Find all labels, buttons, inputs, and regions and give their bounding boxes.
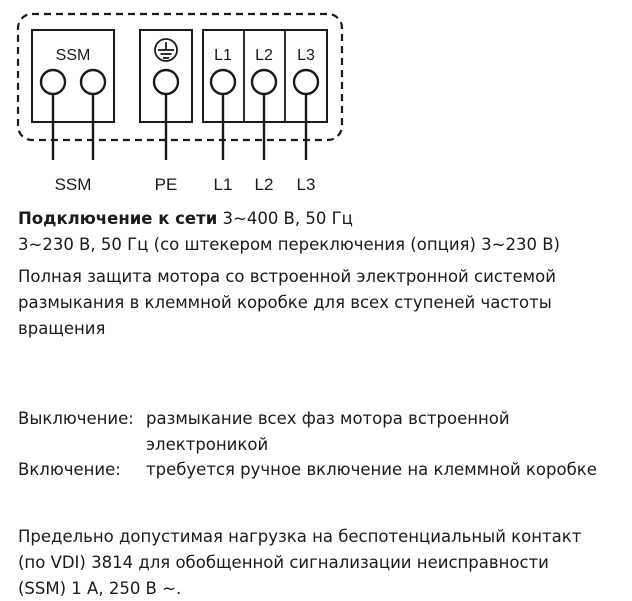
power-connection-line <box>18 207 353 231</box>
load-line-1: Предельно допустимая нагрузка на беспотенциальный контакт <box>18 527 582 546</box>
ssm-terminal-1 <box>41 70 65 94</box>
protection-line-1: Полная защита мотора со встроенной электронной системой <box>18 267 556 286</box>
power-heading-value: 3~400 В, 50 Гц <box>217 209 353 228</box>
load-line-3: (SSM) 1 А, 250 В ~. <box>18 579 182 598</box>
power-line-2: 3~230 В, 50 Гц (со штекером переключения (опция) 3~230 В) <box>18 235 560 254</box>
wire-label-l1: L1 <box>213 175 233 194</box>
ssm-block-label: SSM <box>55 47 91 64</box>
on-label: Включение: <box>18 460 121 479</box>
l2-block-label: L2 <box>255 47 273 64</box>
l3-block-label: L3 <box>297 47 315 64</box>
off-value-2: электроникой <box>146 435 269 454</box>
l2-terminal <box>252 70 276 94</box>
wire-label-l2: L2 <box>254 175 274 194</box>
power-heading: Подключение к сети <box>18 209 218 228</box>
l1-terminal <box>211 70 235 94</box>
load-line-2: (по VDI) 3814 для обобщенной сигнализации неисправности <box>18 553 549 572</box>
off-label: Выключение: <box>18 409 134 428</box>
wires <box>53 94 306 160</box>
off-value-1: размыкание всех фаз мотора встроенной <box>146 409 510 428</box>
ssm-terminal-2 <box>81 70 105 94</box>
l3-terminal <box>294 70 318 94</box>
wire-label-pe: PE <box>154 175 178 194</box>
protection-line-2: размыкания в клеммной коробке для всех ступеней частоты <box>18 293 552 312</box>
wire-label-ssm: SSM <box>54 175 92 194</box>
pe-terminal <box>154 70 178 94</box>
ssm-terminal-block <box>32 30 114 122</box>
l1-block-label: L1 <box>214 47 232 64</box>
wire-label-l3: L3 <box>296 175 316 194</box>
terminal-box-diagram <box>0 0 632 205</box>
on-value: требуется ручное включение на клеммной коробке <box>146 460 597 479</box>
protection-line-3: вращения <box>18 319 106 338</box>
